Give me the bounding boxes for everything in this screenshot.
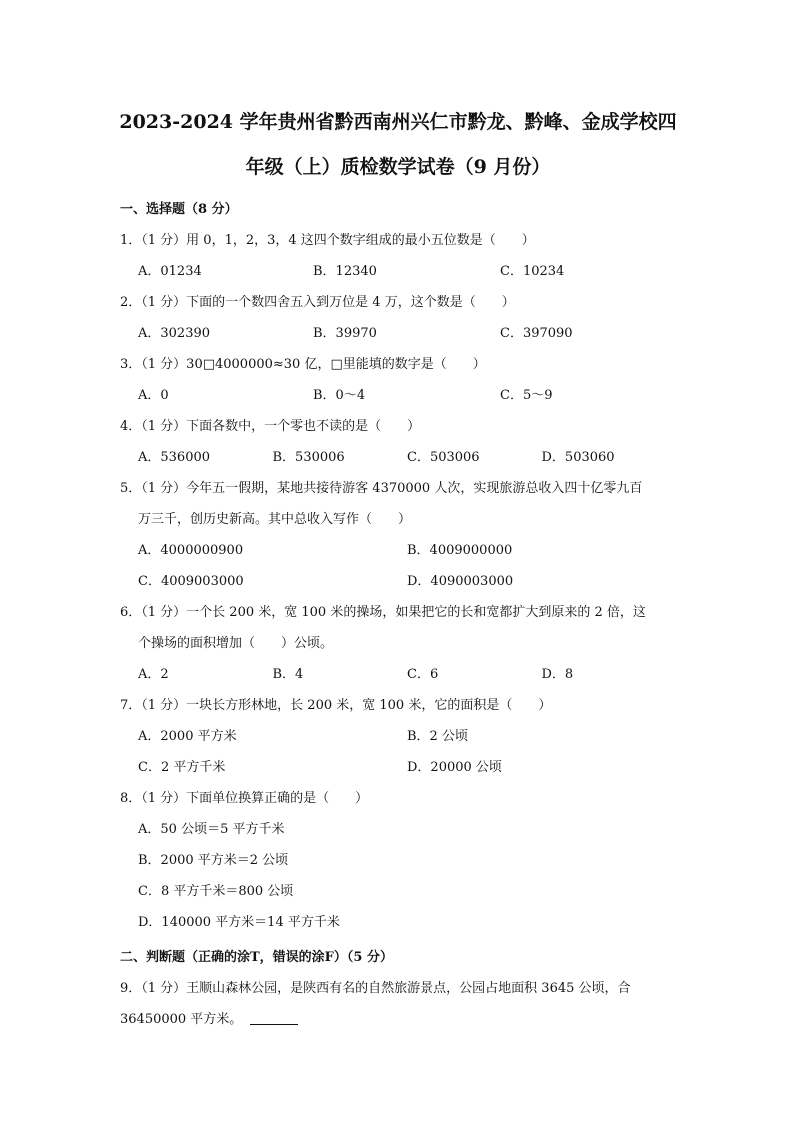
option-b[interactable]: B．39970 xyxy=(313,326,377,341)
option-d[interactable]: D．20000 公顷 xyxy=(407,760,502,775)
question-5-options-row-2 xyxy=(120,566,676,597)
question-2-options xyxy=(120,318,676,349)
question-4-options xyxy=(120,442,676,473)
question-6 xyxy=(120,597,676,659)
option-b[interactable]: B．12340 xyxy=(313,264,377,279)
option-a[interactable]: A．01234 xyxy=(138,264,202,279)
question-8-option-a-row xyxy=(120,814,676,845)
question-9 xyxy=(120,973,676,1035)
question-8-option-c-row xyxy=(120,876,676,907)
option-c[interactable]: C．2 平方千米 xyxy=(138,760,226,775)
question-stem: 5．（1 分）今年五一假期，某地共接待游客 4370000 人次，实现旅游总收入四十亿零九百 xyxy=(120,481,643,496)
option-b[interactable]: B．2 公顷 xyxy=(407,729,468,744)
title-line-1: 2023-2024 学年贵州省黔西南州兴仁市黔龙、黔峰、金成学校四 xyxy=(119,111,677,133)
section-heading-choice: 一、选择题（8 分） xyxy=(120,202,238,217)
question-6-options xyxy=(120,659,676,690)
question-3 xyxy=(120,349,676,380)
question-stem: 3．（1 分）30□4000000≈30 亿，□里能填的数字是（ ） xyxy=(120,357,486,372)
question-stem: 4．（1 分）下面各数中，一个零也不读的是（ ） xyxy=(120,419,421,434)
question-7 xyxy=(120,690,676,721)
question-8-option-d-row xyxy=(120,907,676,938)
question-stem: 9．（1 分）王顺山森林公园，是陕西有名的自然旅游景点，公园占地面积 3645 公顷，合 xyxy=(120,981,631,996)
option-b[interactable]: B．4 xyxy=(272,667,304,682)
question-2 xyxy=(120,287,676,318)
option-a[interactable]: A．536000 xyxy=(138,450,211,465)
option-c[interactable]: C．5～9 xyxy=(500,388,553,403)
question-4 xyxy=(120,411,676,442)
option-a[interactable]: A．4000000900 xyxy=(138,543,244,558)
option-c[interactable]: C．8 平方千米＝800 公顷 xyxy=(138,884,294,899)
question-5 xyxy=(120,473,676,535)
option-d[interactable]: D．140000 平方米＝14 平方千米 xyxy=(138,915,340,930)
option-b[interactable]: B．4009000000 xyxy=(407,543,513,558)
question-8-option-b-row xyxy=(120,845,676,876)
question-stem-continued: 个操场的面积增加（ ）公顷。 xyxy=(138,636,334,651)
question-3-options xyxy=(120,380,676,411)
option-d[interactable]: D．503060 xyxy=(541,450,615,465)
option-c[interactable]: C．503006 xyxy=(407,450,480,465)
question-7-options-row-1 xyxy=(120,721,676,752)
option-b[interactable]: B．0～4 xyxy=(313,388,366,403)
question-stem-continued xyxy=(120,1004,676,1035)
option-b[interactable]: B．530006 xyxy=(272,450,345,465)
question-8 xyxy=(120,783,676,814)
option-c[interactable]: C．4009003000 xyxy=(138,574,244,589)
exam-title xyxy=(112,100,684,190)
question-stem: 7．（1 分）一块长方形林地，长 200 米，宽 100 米，它的面积是（ ） xyxy=(120,698,552,713)
option-c[interactable]: C．397090 xyxy=(500,326,573,341)
question-1 xyxy=(120,225,676,256)
option-c[interactable]: C．10234 xyxy=(500,264,565,279)
option-a[interactable]: A．2 xyxy=(138,667,169,682)
option-b[interactable]: B．2000 平方米＝2 公顷 xyxy=(138,853,289,868)
title-line-2: 年级（上）质检数学试卷（9 月份） xyxy=(245,156,551,178)
question-stem: 8．（1 分）下面单位换算正确的是（ ） xyxy=(120,791,369,806)
question-1-options xyxy=(120,256,676,287)
question-7-options-row-2 xyxy=(120,752,676,783)
question-stem-continued: 万三千，创历史新高。其中总收入写作（ ） xyxy=(138,512,412,527)
section-heading-true-false: 二、判断题（正确的涂T，错误的涂F）（5 分） xyxy=(120,950,393,965)
option-d[interactable]: D．8 xyxy=(541,667,574,682)
question-stem: 1．（1 分）用 0，1，2，3，4 这四个数字组成的最小五位数是（ ） xyxy=(120,233,535,248)
option-a[interactable]: A．0 xyxy=(138,388,169,403)
question-stem: 6．（1 分）一个长 200 米，宽 100 米的操场，如果把它的长和宽都扩大到原来的 2 倍，这 xyxy=(120,605,646,620)
option-c[interactable]: C．6 xyxy=(407,667,439,682)
option-a[interactable]: A．50 公顷＝5 平方千米 xyxy=(138,822,285,837)
question-5-options-row-1 xyxy=(120,535,676,566)
option-a[interactable]: A．2000 平方米 xyxy=(138,729,237,744)
question-stem-continued-text: 36450000 平方米。 xyxy=(120,1012,243,1027)
option-d[interactable]: D．4090003000 xyxy=(407,574,514,589)
answer-blank[interactable] xyxy=(250,1010,298,1025)
option-a[interactable]: A．302390 xyxy=(138,326,211,341)
question-stem: 2．（1 分）下面的一个数四舍五入到万位是 4 万，这个数是（ ） xyxy=(120,295,515,310)
